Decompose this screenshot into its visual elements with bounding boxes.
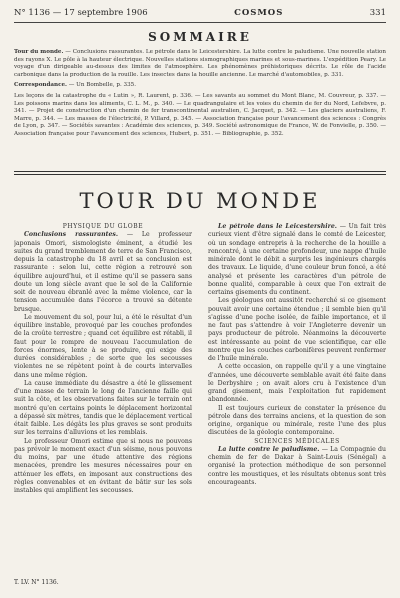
article-paragraph: La cause immédiate du désastre a été le glissement d'une masse de terrain le long de l'ancienne faille qui suit la côte, et les observations faites sur le terrain ont montré qu'en certains points le déplacement horizontal a dépassé six mètres, tandis que le déplacement vertical était faible. Les dégâts les plus graves se sont produits sur les terrains d'alluvions et les remblais. — [14, 379, 192, 437]
section-title: TOUR DU MONDE — [79, 189, 321, 213]
sommaire-paragraph — [14, 93, 386, 139]
sommaire-title: SOMMAIRE — [148, 30, 252, 44]
sommaire-text: Les leçons de la catastrophe du « Lutin », R. Laurent, p. 336. — Les savants au sommet du Mont Blanc, M. Couvreur, p. 337. — Les poissons marins dans les aliments, C. L. M., p. 340. — Le quadrangulaire et les voies du chemin de fer du Nord, Lefebvre, p. 341. — Projet de construction d'un chemin de fer transcontinental australien, C. Jacquet, p. 342. — Les glaciers australiens, F. Marre, p. 344. — Les masses de l'électricité, P. Villard, p. 345. — Association française pour l'avancement des sciences : Congrès de Lyon, p. 347. — Sociétés savantes : Académie des sciences, p. 349. Société astronomique de France, W. de Fonvielle, p. 350. — Association française pour l'avancement des sciences, Hubert, p. 351. — Bibliographie, p. 352. — [14, 92, 386, 137]
article-paragraph: Les géologues ont aussitôt recherché si ce gisement pouvait avoir une certaine étendue ; il semble bien qu'il s'agisse d'une poche isolée, de faible importance, et il ne faut pas s'attendre à voir l'Angleterre devenir un pays producteur de pétrole. Néanmoins la découverte est intéressante au point de vue scientifique, car elle montre que les couches carbonifères peuvent renfermer de l'huile minérale. — [208, 297, 386, 362]
divider — [14, 174, 386, 175]
left-column — [14, 223, 192, 598]
article-columns — [14, 223, 386, 598]
journal-page — [14, 8, 386, 586]
article-subheading: Le pétrole dans le Leicestershire. — [218, 223, 337, 230]
article-paragraph: Le pétrole dans le Leicestershire. — Un fait très curieux vient d'être signalé dans le comté de Leicester, où un sondage entrepris à la recherche de la houille a rencontré, à une certaine profondeur, une nappe d'huile minérale dont le débit a surpris les ingénieurs chargés des travaux. Le liquide, d'une couleur brun foncé, a été analysé et présente les caractères d'un pétrole de bonne qualité, comparable à ceux que l'on extrait de certains gisements du continent. — [208, 223, 386, 296]
sommaire-text: — Un Bombelle, p. 335. — [67, 82, 136, 89]
sommaire-paragraph — [14, 82, 386, 90]
article-paragraph: A cette occasion, on rappelle qu'il y a une vingtaine d'années, une découverte semblable avait été faite dans le Derbyshire ; on avait alors cru à l'existence d'un grand gisement, mais l'exploitation fut rapidement abandonnée. — [208, 363, 386, 404]
article-paragraph: Le mouvement du sol, pour lui, a été le résultat d'un équilibre instable, provoqué par les couches profondes de la croûte terrestre ; quand cet équilibre est rétabli, il faut pour le rompre de nouveau l'accumulation de forces énormes, lente à se produire, qui exige des durées considérables ; de sorte que les secousses violentes ne se répètent point à de courts intervalles dans une même région. — [14, 313, 192, 379]
rubric-heading: SCIENCES MÉDICALES — [254, 437, 340, 445]
rubric-heading: PHYSIQUE DU GLOBE — [62, 223, 144, 230]
sommaire-body — [14, 49, 386, 167]
journal-name: COSMOS — [234, 8, 284, 18]
page-number: 331 — [369, 8, 386, 18]
article-subheading: Conclusions rassurantes. — [24, 231, 119, 239]
running-header — [14, 8, 386, 23]
sommaire-label: Correspondance. — [14, 82, 68, 89]
article-paragraph: Conclusions rassurantes. — Le professeur japonais Omori, sismologiste éminent, a étudié les suites du grand tremblement de terre de San Francisco, depuis la catastrophe du 18 avril et sa conclusion est rassurante : selon lui, cette région a retrouvé son équilibre aujourd'hui, et il estime qu'il se passera sans doute un long siècle avant que le sol de la Californie soit de nouveau ébranlé avec la même violence, car la tension accumulée dans l'écorce a trouvé sa détente brusque. — [14, 231, 192, 313]
sommaire-label: Tour du monde. — [14, 49, 64, 55]
article-paragraph: La lutte contre le paludisme. — La Compagnie du chemin de fer de Dakar à Saint-Louis (Sénégal) a organisé la protection méthodique de son personnel contre les moustiques, et les résultats obtenus sont très encourageants. — [208, 445, 386, 486]
article-paragraph: Il est toujours curieux de constater la présence du pétrole dans des terrains anciens, et la question de son origine, organique ou minérale, reste l'une des plus discutées de la géologie contemporaine. — [208, 404, 386, 437]
sommaire-text: — Conclusions rassurantes. Le pétrole dans le Leicestershire. La lutte contre le paludisme. Une nouvelle station des rayons X. Le pôle à la hauteur électrique. Nouvelles stations sismographiques marines et sous-marines. L'expédition Peary. Le voyage d'un dirigeable au-dessus des limites de l'atmosphère. Les phénomènes préhistoriques décrits. Le rôle de l'acide carbonique dans la production de la rouille. Les insectes dans la houille ancienne. Le marché d'automobiles, p. 331. — [14, 49, 386, 78]
footer-issue: T. LV. N° 1136. — [14, 579, 59, 586]
sommaire-paragraph — [14, 49, 386, 79]
issue-date: N° 1136 — 17 septembre 1906 — [14, 8, 148, 18]
article-paragraph: Le professeur Omori estime que si nous ne pouvons pas prévoir le moment exact d'un séisme, nous pouvons du moins, par une étude attentive des régions menacées, prendre les mesures nécessaires pour en atténuer les effets, en imposant aux constructions des règles convenables et en évitant de bâtir sur les sols instables qui amplifient les secousses. — [14, 437, 192, 494]
divider — [14, 171, 386, 172]
article-subheading: La lutte contre le paludisme. — [218, 445, 320, 453]
right-column — [208, 223, 386, 598]
